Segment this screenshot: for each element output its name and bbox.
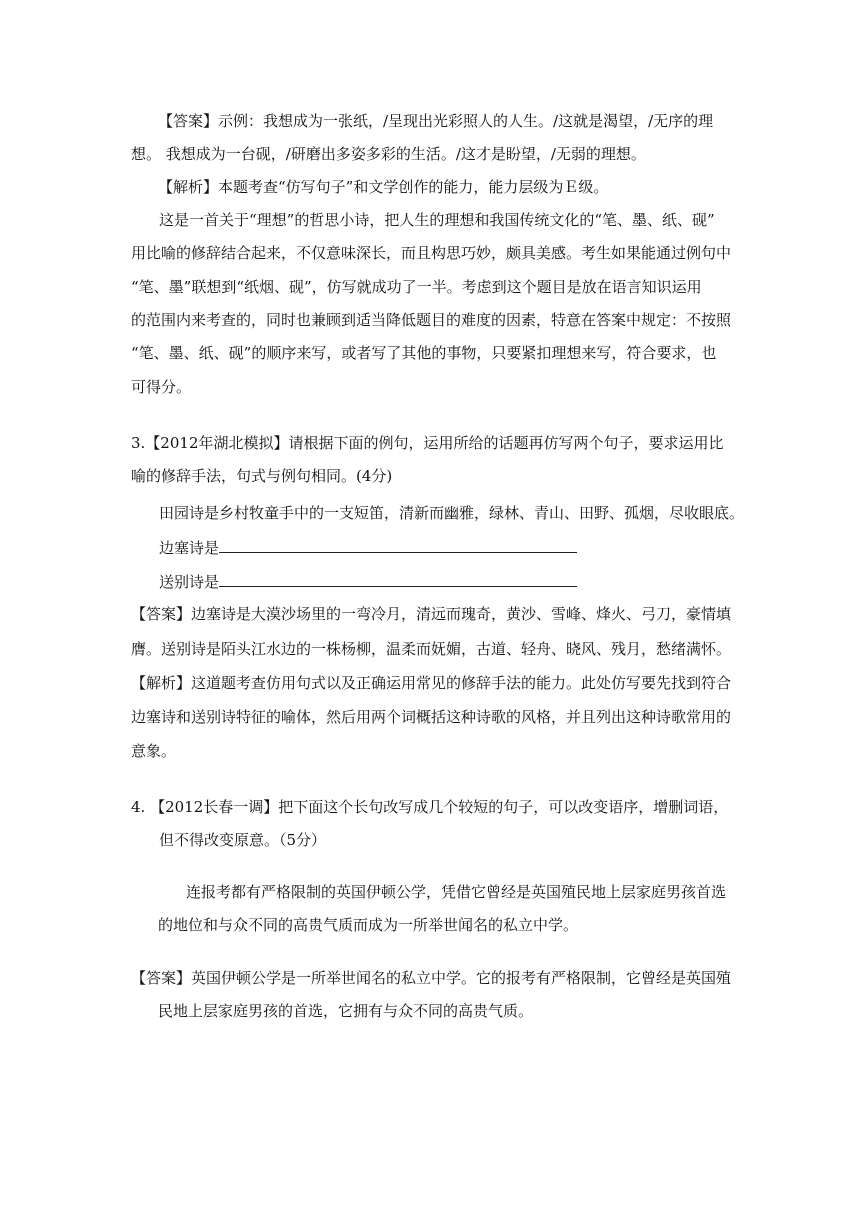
answer-blank [219,571,577,587]
paragraph-line: 的范围内来考查的，同时也兼顾到适当降低题目的难度的因素，特意在答案中规定：不按照 [131,311,732,329]
answer-line: 想。 我想成为一台砚，/研磨出多姿多彩的生活。/这才是盼望，/无弱的理想。 [131,145,646,163]
passage-line: 的地位和与众不同的高贵气质而成为一所举世闻名的私立中学。 [158,916,579,934]
question-3-line: 喻的修辞手法，句式与例句相同。(4分) [131,467,393,485]
blank-label: 送别诗是 [159,573,220,591]
answer-line: 【答案】边塞诗是大漠沙场里的一弯冷月，清远而瑰奇，黄沙、雪峰、烽火、弓刀，豪情填 [131,605,732,623]
paragraph-line: “笔、墨、纸、砚”的顺序来写，或者写了其他的事物，只要紧扣理想来写，符合要求，也 [131,344,717,362]
answer-line: 【答案】英国伊顿公学是一所举世闻名的私立中学。它的报考有严格限制，它曾经是英国殖 [131,969,732,987]
paragraph-line: 这是一首关于“理想”的哲思小诗，把人生的理想和我国传统文化的“笔、墨、纸、砚” [159,211,715,229]
paragraph-line: “笔、墨”联想到“纸烟、砚”，仿写就成功了一半。考虑到这个题目是放在语言知识运用 [131,278,702,296]
question-4-line: 4. 【2012长春一调】把下面这个长句改写成几个较短的句子，可以改变语序，增删词语， [131,798,729,816]
answer-line: 膺。送别诗是陌头江水边的一株杨柳，温柔而妩媚，古道、轻舟、晓风、残月，愁绪满怀。 [131,640,732,658]
paragraph-line: 用比喻的修辞结合起来，不仅意味深长，而且构思巧妙，颇具美感。考生如果能通过例句中 [131,244,732,262]
analysis-line: 意象。 [131,742,177,760]
analysis-line: 【解析】本题考查“仿写句子”和文学创作的能力，能力层级为Ｅ级。 [158,178,609,196]
question-4-line: 但不得改变原意。（5分） [159,831,327,849]
analysis-line: 【解析】这道题考查仿用句式以及正确运用常见的修辞手法的能力。此处仿写要先找到符合 [131,674,732,692]
answer-line: 【答案】示例：我想成为一张纸，/呈现出光彩照人的人生。/这就是渴望，/无序的理 [158,112,714,130]
paragraph-line: 可得分。 [131,378,192,396]
answer-line: 民地上层家庭男孩的首选，它拥有与众不同的高贵气质。 [158,1002,534,1020]
passage-line: 连报考都有严格限制的英国伊顿公学，凭借它曾经是英国殖民地上层家庭男孩首选 [186,883,727,901]
example-sentence: 田园诗是乡村牧童手中的一支短笛，清新而幽雅，绿林、青山、田野、孤烟，尽收眼底。 [159,504,745,522]
blank-line-frontier-poem [159,537,577,558]
answer-blank [219,537,577,553]
blank-label: 边塞诗是 [159,539,220,557]
question-3-line: 3.【2012年湖北模拟】请根据下面的例句，运用所给的话题再仿写两个句子，要求运用比 [131,434,724,452]
analysis-line: 边塞诗和送别诗特征的喻体，然后用两个词概括这种诗歌的风格，并且列出这种诗歌常用的 [131,708,732,726]
blank-line-farewell-poem [159,571,577,592]
